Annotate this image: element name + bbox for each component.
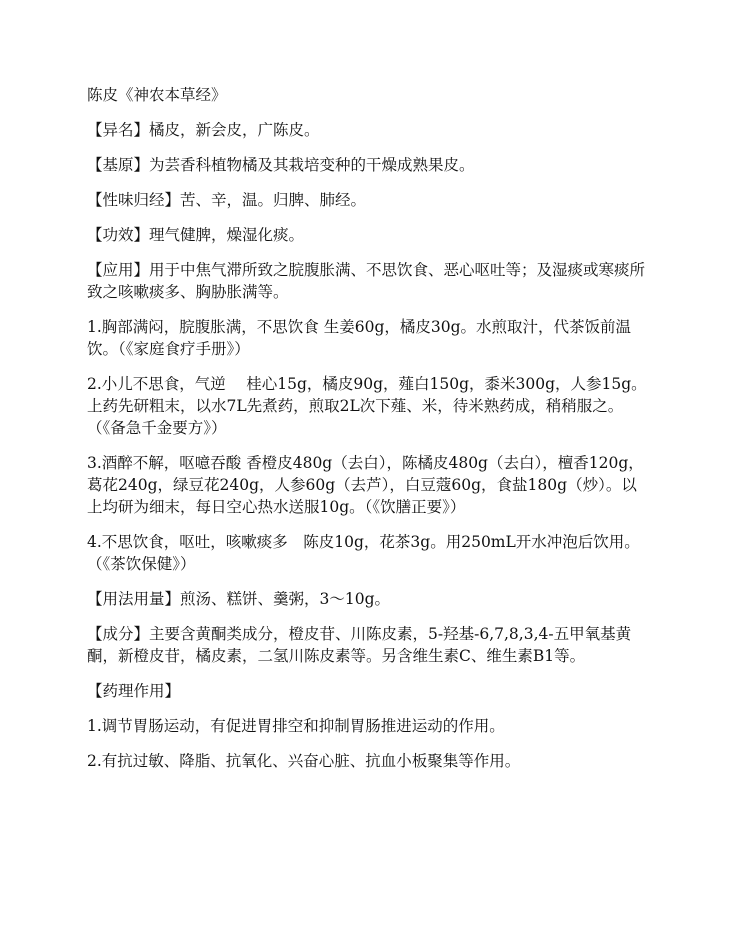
paragraph-dosage: 【用法用量】煎汤、糕饼、羹粥，3～10g。 <box>87 590 391 608</box>
paragraph-recipe-4: 4.不思饮食，呕吐，咳嗽痰多 陈皮10g，花茶3g。用250mL开水冲泡后饮用。（《茶饮保健》） <box>87 533 640 573</box>
paragraph-efficacy: 【功效】理气健脾，燥湿化痰。 <box>87 226 305 244</box>
document-title: 陈皮《神农本草经》 <box>87 86 227 104</box>
paragraph-recipe-2: 2.小儿不思食，气逆 桂心15g，橘皮90g，薤白150g，黍米300g，人参15g。上药先研粗末，以水7L先煮药，煎取2L次下薤、米，待米熟药成，稍稍服之。（《备急千金要方》） <box>87 375 647 437</box>
paragraph-application: 【应用】用于中焦气滞所致之脘腹胀满、不思饮食、恶心呕吐等；及湿痰或寒痰所致之咳嗽痰多、胸胁胀满等。 <box>87 261 646 301</box>
paragraph-pharmacology-1: 1.调节胃肠运动，有促进胃排空和抑制胃肠推进运动的作用。 <box>87 717 505 735</box>
document-body <box>87 84 649 785</box>
paragraph-recipe-3: 3.酒醉不解，呕噫吞酸 香橙皮480g（去白），陈橘皮480g（去白），檀香120g，葛花240g，绿豆花240g，人参60g（去芦），白豆蔻60g，食盐180g（炒）。以上均研为细末，每日空心热水送服10g。（《饮膳正要》） <box>87 454 644 516</box>
paragraph-pharmacology-heading: 【药理作用】 <box>87 682 181 700</box>
paragraph-nature-meridian: 【性味归经】苦、辛，温。归脾、肺经。 <box>87 191 367 209</box>
paragraph-pharmacology-2: 2.有抗过敏、降脂、抗氧化、兴奋心脏、抗血小板聚集等作用。 <box>87 752 521 770</box>
paragraph-alias: 【异名】橘皮，新会皮，广陈皮。 <box>87 121 320 139</box>
paragraph-origin: 【基原】为芸香科植物橘及其栽培变种的干燥成熟果皮。 <box>87 156 475 174</box>
paragraph-recipe-1: 1.胸部满闷，脘腹胀满，不思饮食 生姜60g，橘皮30g。水煎取汁，代茶饭前温饮。（《家庭食疗手册》） <box>87 318 632 358</box>
paragraph-composition: 【成分】主要含黄酮类成分，橙皮苷、川陈皮素，5-羟基-6,7,8,3,4-五甲氧基黄酮，新橙皮苷，橘皮素，二氢川陈皮素等。另含维生素C、维生素B1等。 <box>87 625 632 665</box>
